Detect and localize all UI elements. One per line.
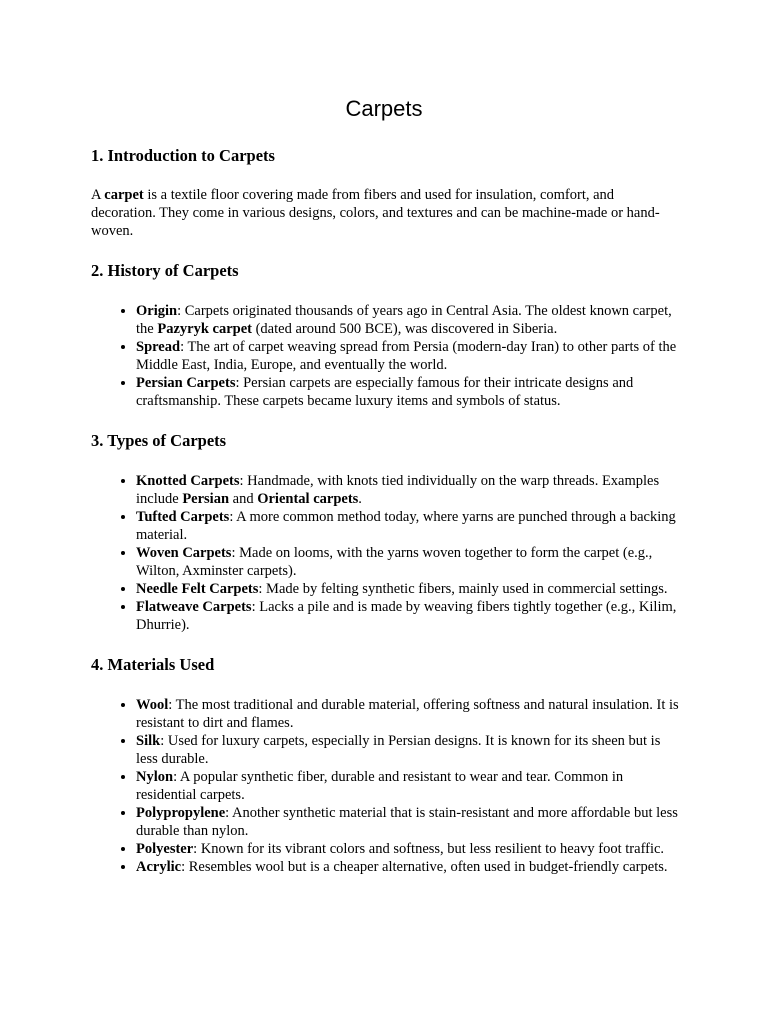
bold-term: Pazyryk carpet [157, 321, 252, 337]
section-materials [91, 653, 681, 876]
text-run: (dated around 500 BCE), was discovered in Siberia. [251, 321, 558, 337]
intro-paragraph [91, 186, 681, 240]
bold-term: Needle Felt Carpets [136, 581, 259, 597]
list-item [136, 472, 681, 508]
bold-term: Knotted Carpets [136, 473, 240, 489]
text-run: A [91, 187, 105, 203]
bold-term: Oriental carpets [257, 491, 359, 507]
bold-term: Persian Carpets [136, 375, 236, 391]
list-item [136, 508, 681, 544]
bold-term: Flatweave Carpets [136, 599, 252, 615]
bold-term: carpet [104, 187, 144, 203]
bold-term: Polypropylene [136, 805, 226, 821]
section-heading: 1. Introduction to Carpets [91, 146, 275, 165]
bold-term: Tufted Carpets [136, 509, 230, 525]
bullet-list [91, 302, 681, 410]
section-heading: 3. Types of Carpets [91, 431, 227, 450]
list-item [136, 840, 681, 858]
bold-term: Origin [136, 303, 178, 319]
section-history [91, 259, 681, 410]
text-run: : A more common method today, where yarns are punched through a backing material. [136, 509, 676, 543]
list-item [136, 768, 681, 804]
text-run: . [358, 491, 362, 507]
text-run: : Persian carpets are especially famous for their intricate designs and craftsmanship. These carpets became luxury items and symbols of status. [136, 375, 634, 409]
list-item [136, 374, 681, 410]
document-body [91, 142, 681, 876]
text-run: : Another synthetic material that is stain-resistant and more affordable but less durable than nylon. [136, 805, 678, 839]
list-item [136, 804, 681, 840]
bold-term: Acrylic [136, 859, 182, 875]
list-item [136, 696, 681, 732]
section-heading: 2. History of Carpets [91, 261, 239, 280]
text-run: : Used for luxury carpets, especially in Persian designs. It is known for its sheen but is less durable. [136, 733, 661, 767]
list-item [136, 580, 681, 598]
text-run: is a textile floor covering made from fibers and used for insulation, comfort, and decoration. They come in various designs, colors, and textures and can be machine-made or hand-woven. [91, 187, 660, 239]
list-item [136, 732, 681, 768]
text-run: : Known for its vibrant colors and softness, but less resilient to heavy foot traffic. [193, 841, 665, 857]
text-run: and [229, 491, 258, 507]
list-item [136, 338, 681, 374]
text-run: : Made by felting synthetic fibers, mainly used in commercial settings. [258, 581, 668, 597]
text-run: : Lacks a pile and is made by weaving fibers tightly together (e.g., Kilim, Dhurrie). [136, 599, 677, 633]
list-item [136, 302, 681, 338]
bullet-list [91, 696, 681, 876]
section-introduction [91, 144, 681, 240]
bullet-list [91, 472, 681, 634]
list-item [136, 544, 681, 580]
section-types [91, 429, 681, 634]
bold-term: Woven Carpets [136, 545, 232, 561]
section-heading: 4. Materials Used [91, 655, 215, 674]
bold-term: Nylon [136, 769, 174, 785]
text-run: : The most traditional and durable material, offering softness and natural insulation. It is resistant to dirt and flames. [136, 697, 679, 731]
bold-term: Spread [136, 339, 181, 355]
list-item [136, 858, 681, 876]
text-run: : Handmade, with knots tied individually on the warp threads. Examples include [136, 473, 660, 507]
text-run: : Resembles wool but is a cheaper alternative, often used in budget-friendly carpets. [181, 859, 668, 875]
list-item [136, 598, 681, 634]
text-run: : The art of carpet weaving spread from Persia (modern-day Iran) to other parts of the Middle East, India, Europe, and eventually the world. [136, 339, 677, 373]
bold-term: Polyester [136, 841, 194, 857]
text-run: : A popular synthetic fiber, durable and resistant to wear and tear. Common in residential carpets. [136, 769, 624, 803]
bold-term: Persian [182, 491, 230, 507]
text-run: : Made on looms, with the yarns woven together to form the carpet (e.g., Wilton, Axminster carpets). [136, 545, 653, 579]
text-run: : Carpets originated thousands of years ago in Central Asia. The oldest known carpet, the [136, 303, 672, 337]
bold-term: Wool [136, 697, 169, 713]
document-title: Carpets [345, 96, 423, 121]
bold-term: Silk [136, 733, 161, 749]
